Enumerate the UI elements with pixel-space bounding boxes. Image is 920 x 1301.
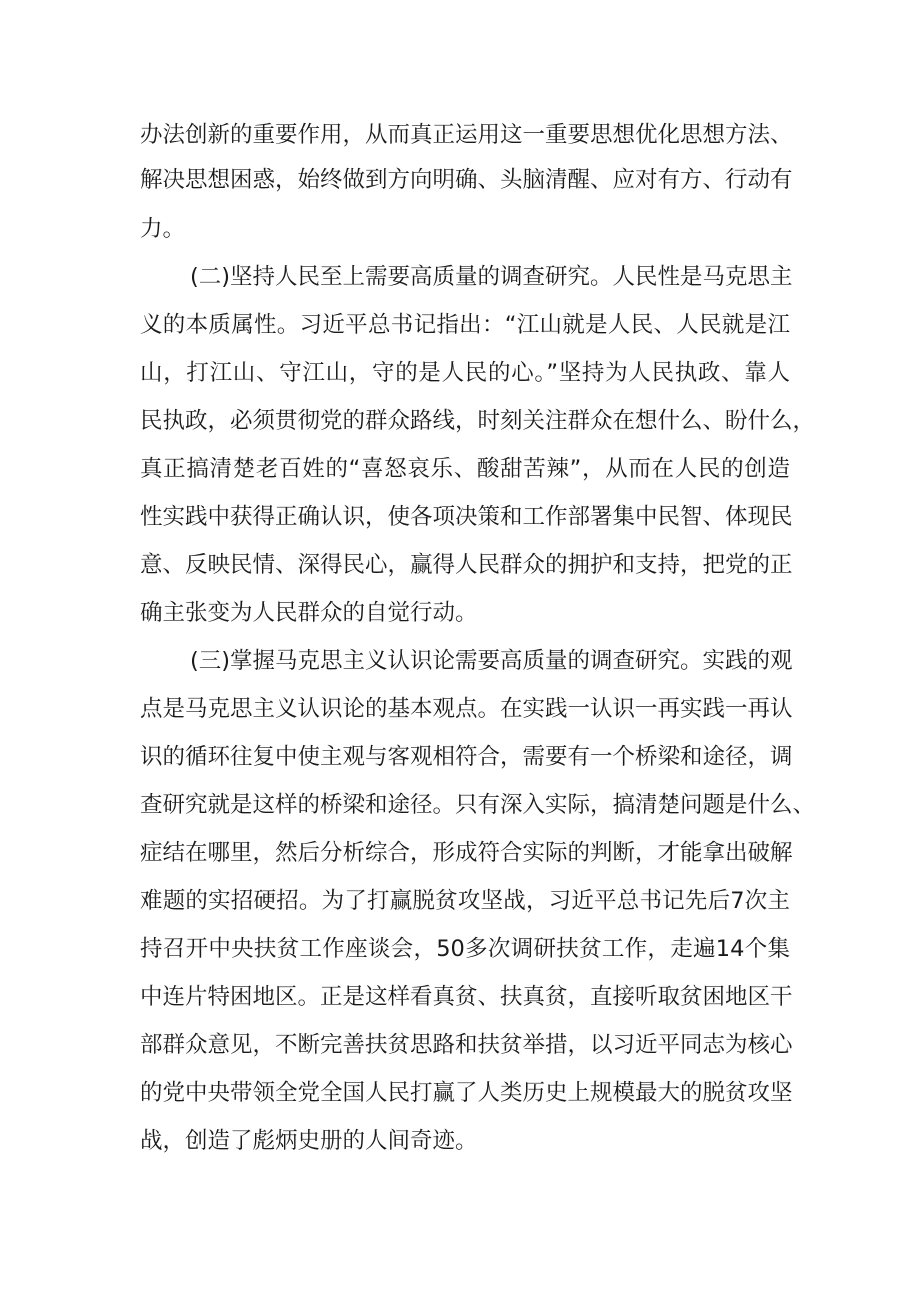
text-line: 部群众意见，不断完善扶贫思路和扶贫举措，以习近平同志为核心 bbox=[140, 1032, 793, 1058]
text-line: 持召开中央扶贫工作座谈会，50多次调研扶贫工作，走遍14个集 bbox=[140, 936, 790, 962]
text-line: 真正搞清楚老百姓的“喜怒哀乐、酸甜苦辣”，从而在人民的创造 bbox=[140, 456, 790, 482]
text-line: 意、反映民情、深得民心，赢得人民群众的拥护和支持，把党的正 bbox=[140, 552, 793, 578]
text-line: 战，创造了彪炳史册的人间奇迹。 bbox=[140, 1128, 478, 1154]
text-line: 山，打江山、守江山，守的是人民的心。”坚持为人民执政、靠人 bbox=[140, 360, 790, 386]
text-line: (二)坚持人民至上需要高质量的调查研究。人民性是马克思主 bbox=[190, 264, 793, 290]
text-line: 的党中央带领全党全国人民打赢了人类历史上规模最大的脱贫攻坚 bbox=[140, 1080, 793, 1106]
text-line: 民执政，必须贯彻党的群众路线，时刻关注群众在想什么、盼什么， bbox=[140, 408, 816, 434]
text-line: 解决思想困惑，始终做到方向明确、头脑清醒、应对有方、行动有 bbox=[140, 167, 793, 193]
text-line: 点是马克思主义认识论的基本观点。在实践一认识一再实践一再认 bbox=[140, 696, 793, 722]
text-line: 识的循环往复中使主观与客观相符合，需要有一个桥梁和途径，调 bbox=[140, 744, 793, 770]
text-line: (三)掌握马克思主义认识论需要高质量的调查研究。实践的观 bbox=[190, 648, 793, 674]
text-line: 办法创新的重要作用，从而真正运用这一重要思想优化思想方法、 bbox=[140, 122, 793, 148]
text-line: 中连片特困地区。正是这样看真贫、扶真贫，直接听取贫困地区干 bbox=[140, 984, 793, 1010]
text-line: 确主张变为人民群众的自觉行动。 bbox=[140, 600, 478, 626]
text-line: 义的本质属性。习近平总书记指出：“江山就是人民、人民就是江 bbox=[140, 312, 790, 338]
text-line: 力。 bbox=[140, 216, 186, 242]
text-line: 性实践中获得正确认识，使各项决策和工作部署集中民智、体现民 bbox=[140, 504, 793, 530]
text-line: 难题的实招硬招。为了打赢脱贫攻坚战，习近平总书记先后7次主 bbox=[140, 888, 790, 914]
text-line: 查研究就是这样的桥梁和途径。只有深入实际，搞清楚问题是什么、 bbox=[140, 792, 816, 818]
text-line: 症结在哪里，然后分析综合，形成符合实际的判断，才能拿出破解 bbox=[140, 840, 793, 866]
